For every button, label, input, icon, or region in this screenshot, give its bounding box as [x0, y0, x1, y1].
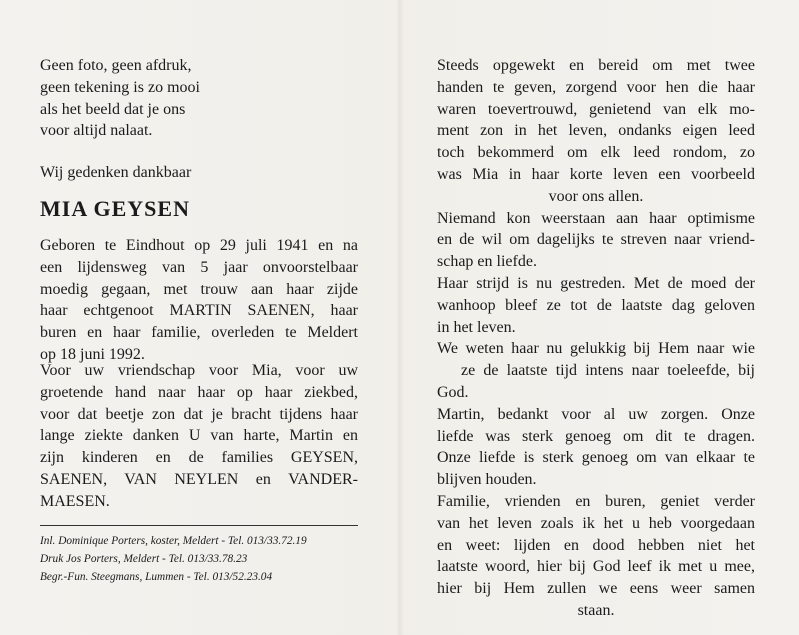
- divider: [40, 525, 358, 526]
- bio-line: een lijdensweg van 5 jaar onvoorstelbaar: [40, 258, 358, 276]
- tribute-line: We weten haar nu gelukkig bij Hem naar wie: [437, 340, 755, 358]
- thanks-line: voor dat beetje zon dat je bracht tijdens haar: [40, 405, 358, 423]
- bio-line: op 18 juni 1992.: [40, 345, 145, 363]
- thanks-line: Voor uw vriendschap voor Mia, voor uw: [40, 362, 358, 379]
- tribute-line: Haar strijd is nu gestreden. Met de moed der: [437, 274, 755, 292]
- poem-line: geen tekening is zo mooi: [40, 78, 200, 96]
- tribute-line: wanhoop bleef ze tot de laatste dag geloven: [437, 296, 755, 314]
- thanks-line: MAESEN.: [40, 492, 110, 510]
- tribute-line: staan.: [577, 601, 615, 619]
- bio-line: Geboren te Eindhout op 29 juli 1941 en na: [40, 237, 358, 254]
- tribute-paragraph: [437, 491, 755, 622]
- tribute-text: [437, 55, 755, 622]
- bio-line: buren en haar familie, overleden te Meldert: [40, 324, 358, 342]
- tribute-line: hier bij Hem zullen we eens weer samen: [437, 580, 755, 598]
- thanks-line: zijn kinderen en de families GEYSEN,: [40, 449, 358, 467]
- tribute-line: waren toevertrouwd, genietend van elk mo-: [437, 100, 755, 118]
- tribute-line: handen te geven, zorgend voor hen die haar: [437, 78, 755, 96]
- tribute-paragraph: [437, 447, 755, 491]
- tribute-line: toch bekommerd om elk leed rondom, zo: [437, 144, 755, 162]
- credits: [40, 532, 360, 586]
- tribute-line: laatste woord, hier bij God leef ik met u mee,: [437, 558, 755, 576]
- credit-line: Druk Jos Porters, Meldert - Tel. 013/33.78.23: [40, 553, 248, 565]
- tribute-paragraph: [437, 208, 755, 273]
- credit-line: Begr.-Fun. Steegmans, Lummen - Tel. 013/52.23.04: [40, 571, 273, 583]
- poem-line: voor altijd nalaat.: [40, 122, 153, 140]
- tribute-line: van het leven zoals ik het u heb voorgedaan: [437, 514, 755, 532]
- tribute-line: schap en liefde.: [437, 253, 537, 271]
- bio-line: moedig gegaan, met trouw aan haar zijde: [40, 280, 358, 298]
- intro-text: Wij gedenken dankbaar: [40, 164, 192, 181]
- poem-line: Geen foto, geen afdruk,: [40, 57, 192, 74]
- tribute-paragraph: [437, 273, 755, 338]
- tribute-line: Familie, vrienden en buren, geniet verder: [437, 492, 755, 510]
- thanks-text: [40, 360, 358, 513]
- biography: [40, 235, 358, 366]
- tribute-line: in het leven.: [437, 318, 516, 336]
- tribute-line: blijven houden.: [437, 471, 537, 489]
- tribute-paragraph: [437, 55, 755, 208]
- tribute-line: ze de laatste tijd intens naar toeleefde, bij: [461, 362, 755, 380]
- tribute-line: en weet: lijden en dood hebben niet het: [437, 536, 755, 554]
- tribute-line: liefde was sterk genoeg om dit te dragen.: [437, 427, 755, 445]
- poem: [40, 55, 200, 142]
- tribute-line: Steeds opgewekt en bereid om met twee: [437, 57, 755, 74]
- bio-line: haar echtgenoot MARTIN SAENEN, haar: [40, 302, 358, 320]
- poem-line: als het beeld dat je ons: [40, 100, 186, 118]
- tribute-paragraph: [437, 338, 755, 403]
- thanks-line: lange ziekte danken U van harte, Martin en: [40, 427, 358, 445]
- tribute-line: en de wil om dagelijks te streven naar vriend-: [437, 231, 755, 249]
- tribute-line: Niemand kon weerstaan aan haar optimisme: [437, 209, 755, 227]
- thanks-line: groetende hand naar haar op haar ziekbed,: [40, 383, 358, 401]
- tribute-line: voor ons allen.: [548, 187, 644, 205]
- deceased-name: MIA GEYSEN: [40, 196, 190, 221]
- tribute-paragraph: [437, 404, 755, 448]
- tribute-line: Onze liefde is sterk genoeg om van elkaar te: [437, 449, 755, 467]
- left-page: [40, 0, 358, 635]
- right-page: [437, 0, 755, 635]
- tribute-line: was Mia in haar korte leven een voorbeeld: [437, 165, 755, 183]
- tribute-line: Martin, bedankt voor al uw zorgen. Onze: [437, 405, 755, 423]
- thanks-line: SAENEN, VAN NEYLEN en VANDER-: [40, 470, 358, 488]
- credit-line: Inl. Dominique Porters, koster, Meldert - Tel. 013/33.72.19: [40, 535, 307, 547]
- tribute-line: God.: [437, 383, 469, 401]
- tribute-line: ment zon in het leven, ondanks eigen leed: [437, 122, 755, 140]
